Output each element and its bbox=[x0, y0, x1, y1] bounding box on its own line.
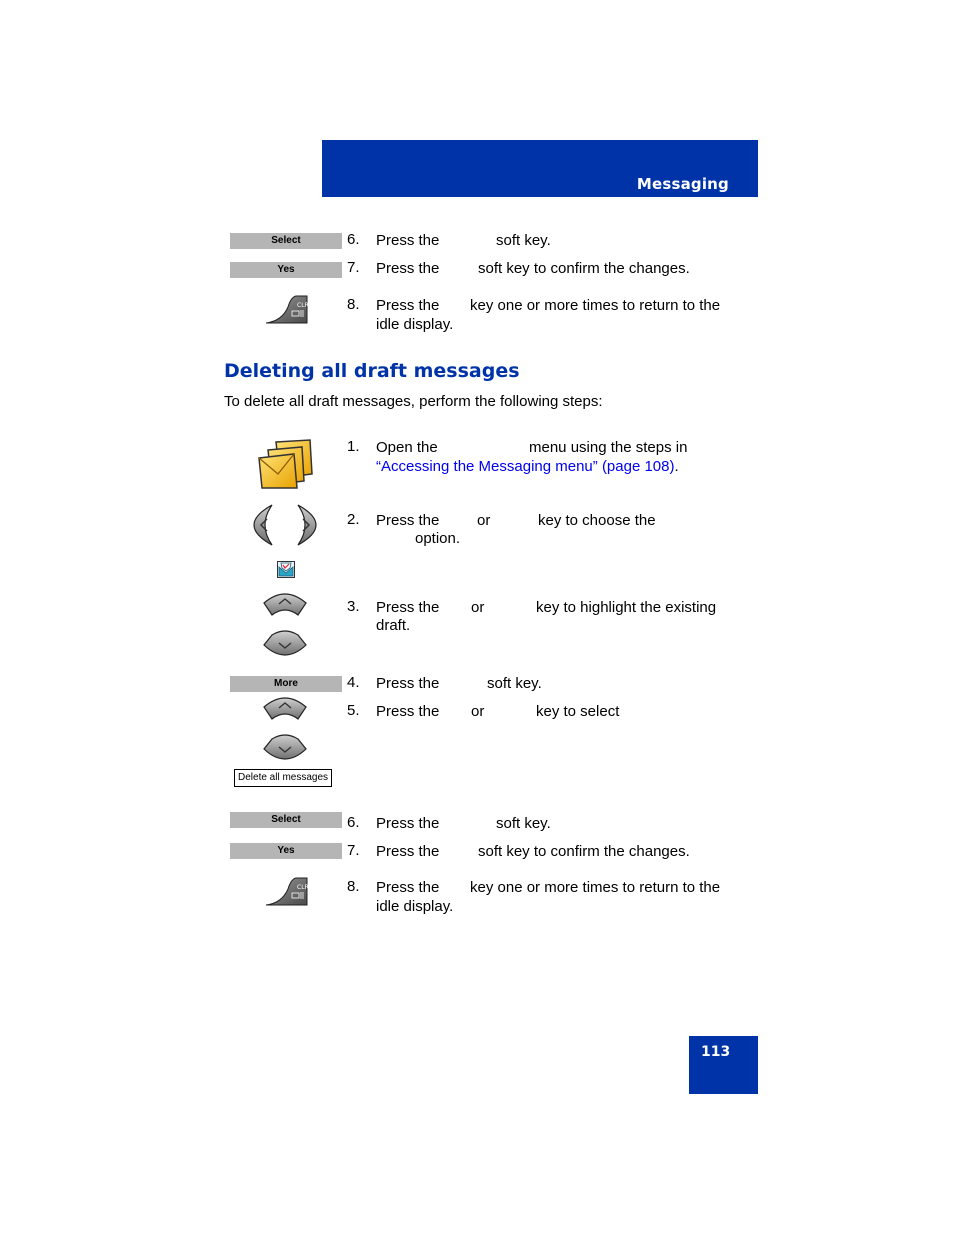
delete-all-messages-menu-item[interactable]: Delete all messages bbox=[234, 769, 332, 787]
clr-key-icon[interactable] bbox=[264, 876, 308, 906]
messaging-envelopes-icon bbox=[256, 438, 314, 490]
step-number: 4. bbox=[347, 674, 360, 691]
step-text: Press the bbox=[376, 512, 440, 529]
step-text: Press the bbox=[376, 260, 440, 277]
step-number: 7. bbox=[347, 259, 360, 276]
step-text: soft key. bbox=[487, 675, 542, 692]
step-number: 7. bbox=[347, 842, 360, 859]
step-text: draft. bbox=[376, 617, 411, 634]
page-number: 113 bbox=[701, 1044, 731, 1060]
header-bar bbox=[322, 140, 758, 197]
step-text: key to select bbox=[536, 703, 620, 720]
step-number: 6. bbox=[347, 814, 360, 831]
step-text: idle display. bbox=[376, 316, 454, 333]
section-heading: Deleting all draft messages bbox=[224, 360, 520, 382]
step-text: Press the bbox=[376, 879, 440, 896]
step-text: . bbox=[674, 458, 679, 475]
step-text: soft key. bbox=[496, 232, 551, 249]
select-softkey[interactable]: Select bbox=[230, 812, 342, 828]
accessing-messaging-menu-link[interactable]: “Accessing the Messaging menu” (page 108) bbox=[376, 458, 675, 475]
step-text: Open the bbox=[376, 439, 438, 456]
clr-key-icon[interactable] bbox=[264, 294, 308, 324]
step-text: menu using the steps in bbox=[529, 439, 688, 456]
step-text: or bbox=[471, 703, 485, 720]
clr-label: CLR bbox=[297, 302, 309, 309]
step-text: or bbox=[477, 512, 491, 529]
step-text: soft key to confirm the changes. bbox=[478, 843, 690, 860]
page-number-box bbox=[689, 1036, 758, 1094]
step-text: or bbox=[471, 599, 485, 616]
step-text: key one or more times to return to the bbox=[470, 879, 721, 896]
step-text: soft key to confirm the changes. bbox=[478, 260, 690, 277]
section-intro: To delete all draft messages, perform the following steps: bbox=[224, 393, 603, 410]
step-number: 5. bbox=[347, 702, 360, 719]
step-text: key to highlight the existing bbox=[536, 599, 717, 616]
step-text: Press the bbox=[376, 843, 440, 860]
yes-softkey[interactable]: Yes bbox=[230, 262, 342, 278]
step-text: Press the bbox=[376, 599, 440, 616]
step-link-line bbox=[376, 457, 679, 476]
more-softkey[interactable]: More bbox=[230, 676, 342, 692]
step-number: 8. bbox=[347, 296, 360, 313]
step-text: Press the bbox=[376, 675, 440, 692]
step-number: 8. bbox=[347, 878, 360, 895]
step-text: idle display. bbox=[376, 898, 454, 915]
left-right-nav-keys-icon[interactable] bbox=[252, 503, 318, 547]
step-text: key one or more times to return to the bbox=[470, 297, 721, 314]
step-text: soft key. bbox=[496, 815, 551, 832]
drafts-folder-icon bbox=[277, 561, 295, 578]
step-number: 1. bbox=[347, 438, 360, 455]
header-title: Messaging bbox=[636, 175, 729, 193]
clr-label: CLR bbox=[297, 884, 309, 891]
up-down-nav-keys-icon[interactable] bbox=[262, 591, 308, 659]
step-text: Press the bbox=[376, 297, 440, 314]
step-text: Press the bbox=[376, 815, 440, 832]
step-number: 3. bbox=[347, 598, 360, 615]
step-number: 6. bbox=[347, 231, 360, 248]
step-text: Press the bbox=[376, 232, 440, 249]
select-softkey[interactable]: Select bbox=[230, 233, 342, 249]
step-text: key to choose the bbox=[538, 512, 656, 529]
step-number: 2. bbox=[347, 511, 360, 528]
step-text: Press the bbox=[376, 703, 440, 720]
up-down-nav-keys-icon[interactable] bbox=[262, 695, 308, 763]
yes-softkey[interactable]: Yes bbox=[230, 843, 342, 859]
step-text: option. bbox=[415, 530, 461, 547]
